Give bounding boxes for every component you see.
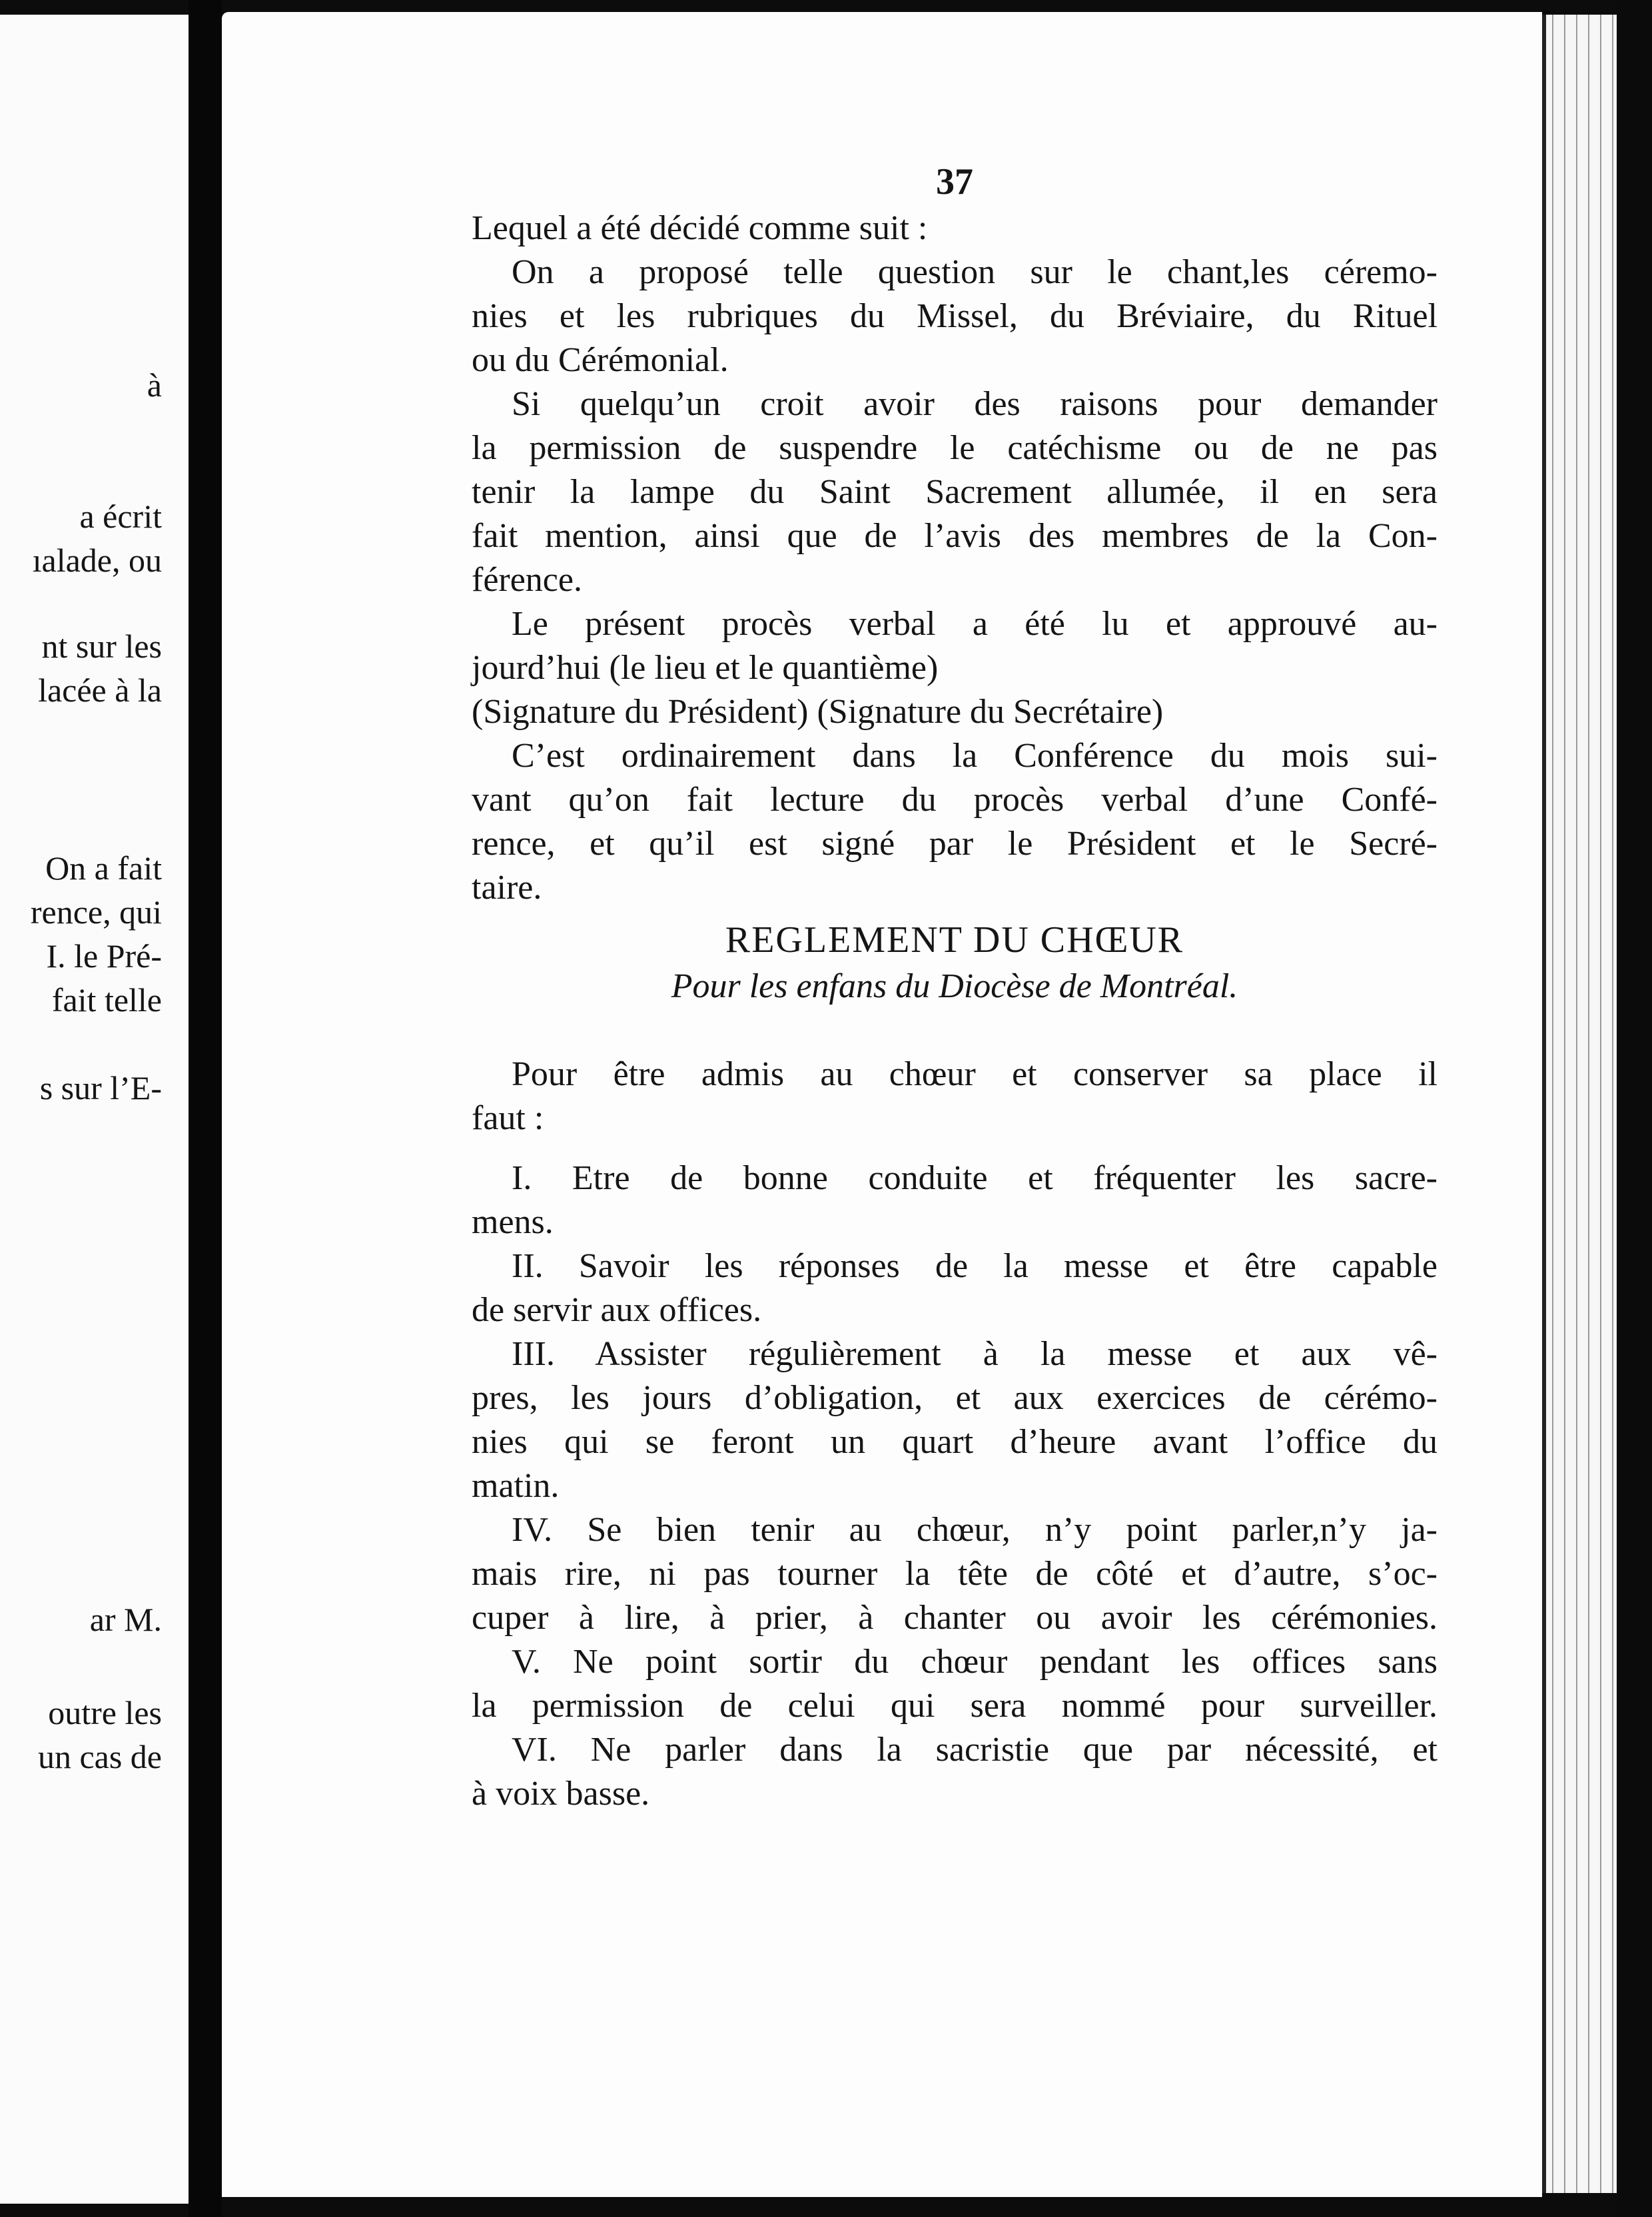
rule-line: IV. Se bien tenir au chœur, n’y point parler,n’y ja- (512, 1511, 1438, 1549)
left-page-line: à (147, 366, 162, 404)
page-number: 37 (936, 161, 973, 203)
text-line: férence. (472, 561, 582, 599)
section-heading: REGLEMENT DU CHŒUR (725, 919, 1184, 961)
rule-line: la permission de celui qui sera nommé pour surveiller. (472, 1687, 1438, 1725)
text-line: nies et les rubriques du Missel, du Bréviaire, du Rituel (472, 297, 1438, 335)
left-page-line: un cas de (37, 1738, 162, 1775)
rule-line: nies qui se feront un quart d’heure avant l’office du (472, 1423, 1438, 1461)
text-line: rence, et qu’il est signé par le Président et le Secré- (472, 825, 1438, 863)
rule-line: mais rire, ni pas tourner la tête de côté et d’autre, s’oc- (472, 1555, 1438, 1593)
text-line: taire. (472, 869, 542, 907)
rule-line: III. Assister régulièrement à la messe et aux vê- (512, 1335, 1438, 1373)
left-page-line: s sur l’E- (39, 1069, 162, 1107)
left-page-line: outre les (48, 1694, 162, 1731)
text-line: jourd’hui (le lieu et le quantième) (472, 649, 939, 687)
left-page-line: I. le Pré- (46, 937, 162, 975)
left-page-line: ıalade, ou (32, 542, 162, 579)
book-gutter (189, 0, 222, 2217)
left-page (0, 15, 189, 2204)
text-line: (Signature du Président) (Signature du Secrétaire) (472, 693, 1164, 731)
main-page (222, 12, 1542, 2197)
text-line: Lequel a été décidé comme suit : (472, 209, 928, 247)
left-page-line: fait telle (51, 981, 162, 1019)
rule-line: V. Ne point sortir du chœur pendant les offices sans (512, 1643, 1438, 1681)
rule-line: matin. (472, 1467, 560, 1505)
right-shadow (1617, 0, 1652, 2217)
left-page-line: ar M. (89, 1601, 162, 1638)
left-page-line: rence, qui (30, 893, 162, 931)
rule-line: mens. (472, 1203, 554, 1241)
page-edges (1542, 15, 1621, 2193)
rule-line: VI. Ne parler dans la sacristie que par nécessité, et (512, 1731, 1438, 1769)
rule-line: I. Etre de bonne conduite et fréquenter les sacre- (512, 1159, 1438, 1197)
text-line: la permission de suspendre le catéchisme ou de ne pas (472, 429, 1438, 467)
rule-line: faut : (472, 1099, 544, 1137)
text-line: fait mention, ainsi que de l’avis des membres de la Con- (472, 517, 1438, 555)
rule-line: de servir aux offices. (472, 1291, 762, 1329)
text-line: On a proposé telle question sur le chant,les céremo- (512, 253, 1438, 291)
text-line: ou du Cérémonial. (472, 341, 729, 379)
section-subheading: Pour les enfans du Diocèse de Montréal. (671, 967, 1238, 1005)
text-line: vant qu’on fait lecture du procès verbal d’une Confé- (472, 781, 1438, 819)
text-line: C’est ordinairement dans la Conférence du mois sui- (512, 737, 1438, 775)
left-page-line: On a fait (45, 849, 162, 887)
rule-line: Pour être admis au chœur et conserver sa place il (512, 1055, 1438, 1093)
text-line: Si quelqu’un croit avoir des raisons pour demander (512, 385, 1438, 423)
left-page-line: a écrit (79, 498, 162, 535)
left-page-line: nt sur les (41, 628, 162, 665)
text-line: Le présent procès verbal a été lu et approuvé au- (512, 605, 1438, 643)
text-line: tenir la lampe du Saint Sacrement allumée, il en sera (472, 473, 1438, 511)
rule-line: à voix basse. (472, 1775, 650, 1813)
rule-line: cuper à lire, à prier, à chanter ou avoir les cérémonies. (472, 1599, 1438, 1637)
left-page-line: lacée à la (38, 671, 162, 709)
rule-line: II. Savoir les réponses de la messe et être capable (512, 1247, 1438, 1285)
rule-line: pres, les jours d’obligation, et aux exercices de cérémo- (472, 1379, 1438, 1417)
